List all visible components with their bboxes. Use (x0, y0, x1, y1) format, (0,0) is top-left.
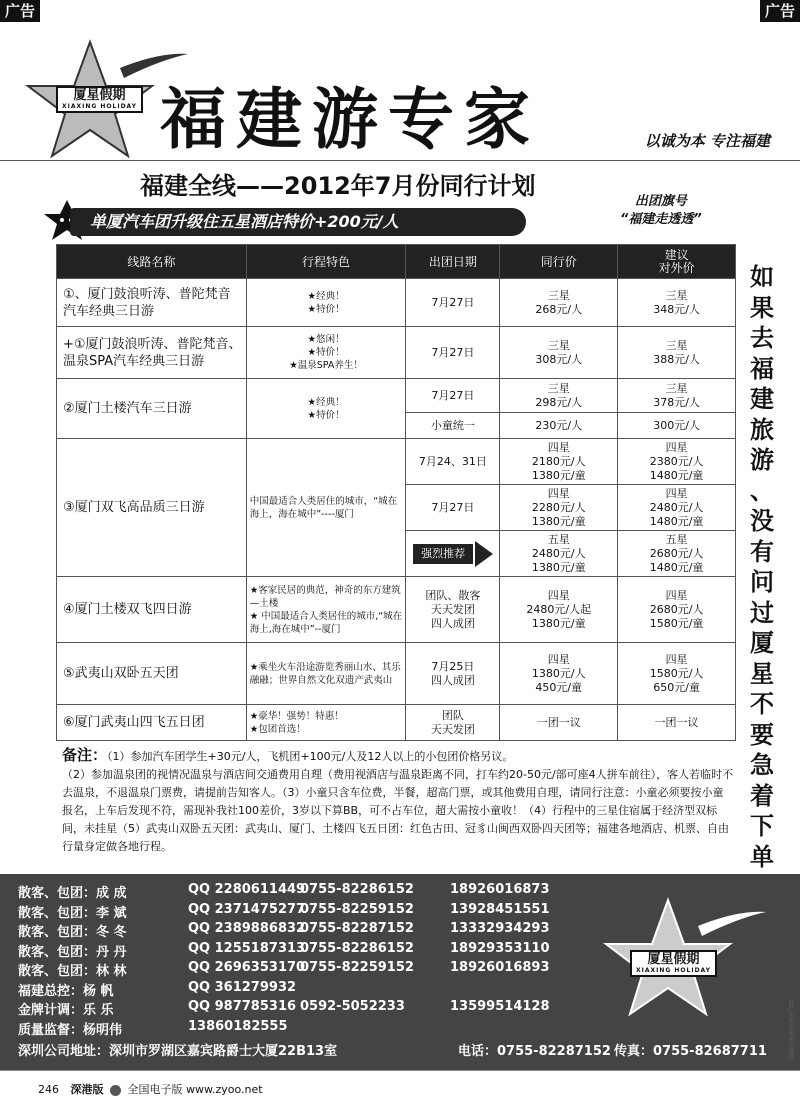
ad-tag-left: 广告 (0, 0, 40, 22)
route-name: ⑥厦门武夷山四飞五日团 (57, 705, 247, 741)
depart-date: 7月24、31日 (406, 439, 500, 485)
contact-mobile: 18929353110 (450, 940, 550, 956)
retail-price: 五星 2680元/人 1480元/童 (618, 531, 736, 577)
route-name: ④厦门土楼双飞四日游 (57, 577, 247, 643)
side-char: 游 (750, 445, 774, 474)
table-row (57, 379, 736, 413)
contact-qq: 13860182555 (188, 1018, 288, 1034)
logo-label: 厦星假期 XIAXING HOLIDAY (630, 950, 717, 977)
table-header-row (57, 245, 736, 279)
arrow-right-icon (475, 541, 493, 567)
edition-label: 深港版 (70, 1083, 104, 1096)
contact-qq: QQ 1255187313 (188, 940, 306, 956)
side-char: 着 (750, 780, 774, 810)
route-feature: 中国最适合人类居住的城市，“城在海上，海在城中”----厦门 (246, 439, 406, 577)
peer-price: 四星 1380元/人 450元/童 (500, 643, 618, 705)
peer-price: 230元/人 (500, 413, 618, 439)
col-retail-price: 建议 对外价 (618, 245, 736, 279)
contact-mobile: 18926016873 (450, 882, 550, 897)
retail-price: 一团一议 (618, 705, 736, 741)
side-char: 星 (750, 658, 774, 688)
col-feature: 行程特色 (246, 245, 406, 279)
slogan: 以诚为本 专注福建 (644, 132, 770, 150)
contact-role: 福建总控：杨 帆 (18, 983, 114, 999)
retail-price: 四星 1580元/人 650元/童 (618, 643, 736, 705)
flag-line-2: “福建走透透” (620, 212, 702, 227)
depart-date: 小童统一 (406, 413, 500, 439)
route-feature: ★乘坐火车沿途游览秀丽山水、其乐融融；世界自然文化双遗产武夷山 (246, 643, 406, 705)
col-date: 出团日期 (406, 245, 500, 279)
address-fax: 传真：0755-82687711 (614, 1044, 767, 1059)
depart-date: 7月27日 (406, 279, 500, 327)
peer-price: 四星 2180元/人 1380元/童 (500, 439, 618, 485)
site-label: 全国电子版 www.zyoo.net (127, 1083, 263, 1096)
brand-title: 福建游专家 (160, 80, 540, 158)
side-char: 要 (750, 719, 774, 749)
promo-banner: 单厦汽车团升级住五星酒店特价+200元/人 (70, 208, 526, 236)
contact-mobile: 13928451551 (450, 901, 550, 917)
page-number: 246 (38, 1083, 59, 1096)
side-char: 不 (750, 689, 774, 718)
side-char: 福 (750, 353, 774, 383)
side-char: 没 (750, 506, 774, 535)
contact-qq: QQ 2371475277 (188, 901, 306, 917)
peer-price: 四星 2480元/人起 1380元/童 (500, 577, 618, 643)
contact-role: 散客、包团：丹 丹 (18, 944, 127, 960)
retail-price: 四星 2680元/人 1580元/童 (618, 577, 736, 643)
contact-panel (0, 874, 800, 1070)
depart-date: 团队 天天发团 (406, 705, 500, 741)
side-char: 果 (750, 292, 774, 322)
contact-tel: 0755-82259152 (300, 901, 414, 917)
notes-line-1: （1）参加汽车团学生+30元/人，飞机团+100元/人及12人以上的小包团价格另议。 (107, 750, 514, 763)
table-row (57, 705, 736, 741)
vertical-note: 此广告由发布单位提供 (787, 1000, 794, 1060)
route-feature: ★经典！ ★特价！ (246, 379, 406, 439)
col-peer-price: 同行价 (500, 245, 618, 279)
tour-flag (620, 193, 702, 229)
contact-mobile: 13332934293 (450, 921, 550, 936)
contact-role: 散客、包团：冬 冬 (18, 925, 127, 940)
side-char: 下 (750, 811, 774, 840)
peer-price: 五星 2480元/人 1380元/童 (500, 531, 618, 577)
depart-date: 团队、散客 天天发团 四人成团 (406, 577, 500, 643)
notes-lead: 备注： (62, 746, 108, 764)
col-route: 线路名称 (57, 245, 247, 279)
contact-qq: QQ 2696353170 (188, 960, 306, 975)
contact-qq: QQ 361279932 (188, 979, 297, 995)
retail-price: 三星 348元/人 (618, 279, 736, 327)
ad-tag-right: 广告 (760, 0, 800, 22)
address-phone: 电话：0755-82287152 (458, 1044, 611, 1059)
recommend-cell (406, 531, 500, 577)
footer (38, 1081, 263, 1097)
contact-role: 金牌计调：乐 乐 (18, 1003, 114, 1018)
side-slogan (744, 262, 780, 903)
side-char: 旅 (750, 414, 774, 444)
peer-price: 三星 308元/人 (500, 327, 618, 379)
side-char: 厦 (750, 628, 774, 657)
flag-line-1: 出团旗号 (634, 194, 687, 209)
depart-date: 7月27日 (406, 379, 500, 413)
route-feature: ★客家民居的典范，神奇的东方建筑—土楼 ★ 中国最适合人类居住的城市,“城在海上,海在城中”--厦门 (246, 577, 406, 643)
route-name: ①、厦门鼓浪听涛、普陀梵音汽车经典三日游 (57, 279, 247, 327)
logo-label: 厦星假期 XIAXING HOLIDAY (56, 86, 143, 113)
side-char: 去 (750, 323, 774, 352)
table-row (57, 327, 736, 379)
route-feature: ★豪华！强势！特惠！ ★包团首选！ (246, 705, 406, 741)
depart-date: 7月27日 (406, 327, 500, 379)
address-label: 深圳公司地址：深圳市罗湖区嘉宾路爵士大厦22B13室 (18, 1044, 338, 1059)
side-char: 、 (750, 475, 774, 505)
route-name: ②厦门土楼汽车三日游 (57, 379, 247, 439)
notes-body: （2）参加温泉团的视情况温泉与酒店间交通费用自理（费用视酒店与温泉距离不同，打车约20-50元/部可座4人拼车前往），客人若临时不去温泉，不退温泉门票费，请提前告知客人。（3）小童只含车位费，半餐，超高门票，或其他费用自理，请同行注意：小童必须要按小童报名，上车后发现不符，需现补我社100差价，3岁以下算BB，可不占车位，超大需按小童收！（4）行程中的三星住宿属于经济型双标间，未挂星（5）武夷山双卧五天团：武夷山、厦门、土楼四飞五日团：红色古田、冠豸山闽西双卧四天团等；福建各地酒店、机票、自由行量身定做各地行程。 (62, 768, 734, 853)
retail-price: 四星 2480元/人 1480元/童 (618, 485, 736, 531)
contact-mobile: 13599514128 (450, 999, 550, 1014)
depart-date: 7月25日 四人成团 (406, 643, 500, 705)
peer-price: 一团一议 (500, 705, 618, 741)
plan-title: 福建全线——2012年7月份同行计划 (140, 172, 536, 200)
contact-qq: QQ 987785316 (188, 999, 297, 1014)
contact-role: 散客、包团：林 林 (18, 964, 127, 979)
peer-price: 四星 2280元/人 1380元/童 (500, 485, 618, 531)
contact-role: 散客、包团：李 斌 (18, 905, 127, 921)
table-row (57, 577, 736, 643)
retail-price: 300元/人 (618, 413, 736, 439)
route-name: ③厦门双飞高品质三日游 (57, 439, 247, 577)
contact-tel: 0755-82286152 (300, 940, 414, 956)
route-name: +①厦门鼓浪听涛、普陀梵音、温泉SPA汽车经典三日游 (57, 327, 247, 379)
route-table (56, 244, 736, 741)
peer-price: 三星 298元/人 (500, 379, 618, 413)
side-char: 有 (750, 536, 774, 566)
header (0, 0, 800, 161)
contact-tel: 0592-5052233 (300, 999, 405, 1014)
contact-tel: 0755-82286152 (300, 882, 414, 897)
retail-price: 三星 378元/人 (618, 379, 736, 413)
peer-price: 三星 268元/人 (500, 279, 618, 327)
contact-role: 质量监督：杨明伟 (18, 1022, 123, 1038)
table-row (57, 279, 736, 327)
contact-tel: 0755-82287152 (300, 921, 414, 936)
side-char: 急 (750, 750, 774, 779)
retail-price: 三星 388元/人 (618, 327, 736, 379)
route-name: ⑤武夷山双卧五天团 (57, 643, 247, 705)
contact-qq: QQ 2280611449 (188, 882, 306, 897)
side-char: 问 (750, 567, 774, 596)
notes-block (62, 746, 734, 856)
side-char: 如 (750, 262, 774, 291)
recommend-badge: 强烈推荐 (413, 544, 473, 564)
globe-icon (110, 1085, 121, 1096)
side-char: 过 (750, 597, 774, 627)
contact-qq: QQ 2389886832 (188, 921, 306, 936)
side-char: 建 (750, 384, 774, 413)
retail-price: 四星 2380元/人 1480元/童 (618, 439, 736, 485)
contact-mobile: 18926016893 (450, 960, 550, 975)
depart-date: 7月27日 (406, 485, 500, 531)
contact-tel: 0755-82259152 (300, 960, 414, 975)
contact-role: 散客、包团：成 成 (18, 886, 127, 901)
side-char: 单 (750, 841, 774, 871)
route-feature: ★经典！ ★特价！ (246, 279, 406, 327)
route-feature: ★悠闲！ ★特价！ ★温泉SPA养生！ (246, 327, 406, 379)
table-row (57, 643, 736, 705)
table-row (57, 439, 736, 485)
